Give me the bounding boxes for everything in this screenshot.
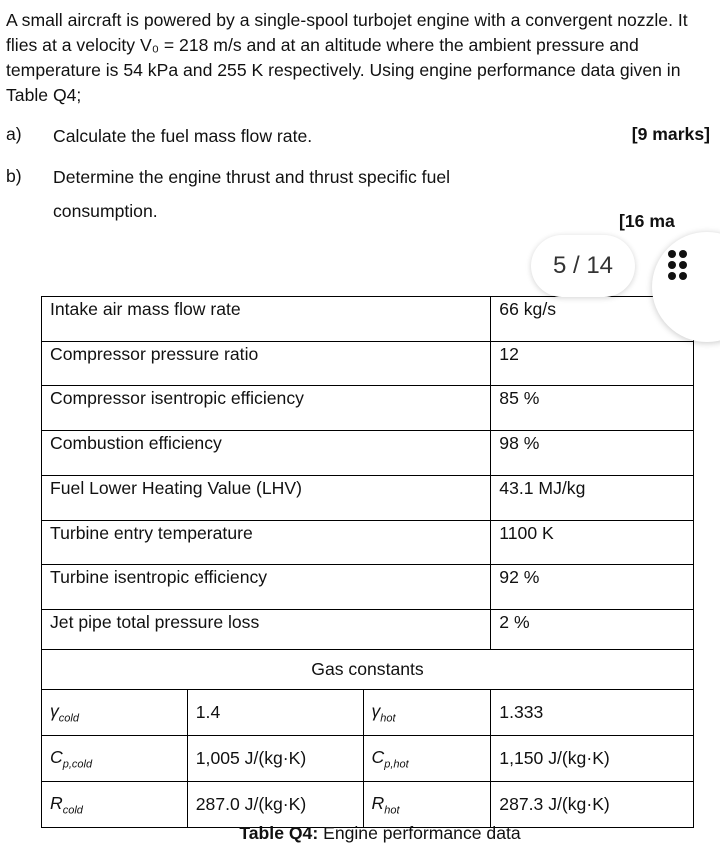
symbol-subscript: cold (58, 712, 79, 725)
parameter-label: Combustion efficiency (42, 431, 491, 476)
table-row (42, 521, 694, 565)
part-a-marks: [9 marks] (631, 124, 710, 144)
table-row (42, 476, 694, 521)
hot-symbol (363, 736, 491, 782)
parameter-value: 2 % (491, 610, 694, 650)
parameter-value: 66 kg/s (491, 297, 694, 342)
symbol-subscript: hot (380, 712, 396, 725)
cold-value: 1,005 J/(kg·K) (187, 736, 363, 782)
part-a-text: Calculate the fuel mass flow rate. (53, 126, 313, 146)
engine-performance-table (41, 296, 694, 828)
more-options-icon (668, 250, 688, 280)
parameter-value: 43.1 MJ/kg (491, 476, 694, 521)
parameter-label: Fuel Lower Heating Value (LHV) (42, 476, 491, 521)
cold-symbol (42, 736, 188, 782)
table-caption-label: Table Q4: (239, 823, 319, 843)
cold-symbol (42, 782, 188, 828)
parameter-value: 92 % (491, 565, 694, 610)
part-a-letter: a) (6, 124, 22, 144)
hot-symbol (363, 782, 491, 828)
cold-value: 287.0 J/(kg·K) (187, 782, 363, 828)
gas-constant-row (42, 782, 694, 828)
part-b-marks: [16 ma (619, 211, 675, 231)
parameter-label: Compressor isentropic efficiency (42, 386, 491, 431)
table-row (42, 610, 694, 650)
parameter-label: Intake air mass flow rate (42, 297, 491, 342)
symbol-subscript: hot (384, 804, 400, 817)
parameter-value: 1100 K (491, 521, 694, 565)
page-indicator-label: 5 / 14 (552, 252, 614, 279)
part-b-text-line2: consumption. (53, 201, 158, 221)
parameter-label: Compressor pressure ratio (42, 342, 491, 386)
table-row (42, 431, 694, 476)
parameter-value: 98 % (491, 431, 694, 476)
symbol: R (371, 792, 385, 813)
gas-constant-row (42, 736, 694, 782)
symbol: γ (371, 700, 381, 721)
symbol-subscript: p,cold (62, 758, 93, 771)
parameter-value: 85 % (491, 386, 694, 431)
table-row (42, 565, 694, 610)
gas-constants-header-row (42, 650, 694, 690)
table-row (42, 386, 694, 431)
symbol: γ (50, 700, 59, 721)
table-row (42, 297, 694, 342)
hot-value: 1,150 J/(kg·K) (491, 736, 694, 782)
part-b-text-line1: Determine the engine thrust and thrust specific fuel (53, 167, 451, 187)
symbol: C (50, 746, 63, 767)
parameter-label: Turbine entry temperature (42, 521, 491, 565)
parameter-label: Jet pipe total pressure loss (42, 610, 491, 650)
symbol-subscript: cold (62, 804, 83, 817)
hot-value: 287.3 J/(kg·K) (491, 782, 694, 828)
gas-constants-header: Gas constants (42, 650, 694, 690)
page-indicator[interactable] (531, 235, 635, 297)
parameter-label: Turbine isentropic efficiency (42, 565, 491, 610)
hot-symbol (363, 690, 491, 736)
symbol: R (50, 792, 63, 813)
symbol: C (371, 746, 385, 767)
parameter-value: 12 (491, 342, 694, 386)
symbol-subscript: p,hot (384, 758, 409, 771)
cold-symbol (42, 690, 188, 736)
question-intro: A small aircraft is powered by a single-spool turbojet engine with a convergent nozzle. It flies at a velocity V₀ = 218 m/s and at an altitude where the ambient pressure and temperature is 54 kPa and 255 K respectively. Using engine performance data given in Table Q4; (6, 10, 688, 105)
part-b-letter: b) (6, 166, 22, 186)
table-row (42, 342, 694, 386)
gas-constant-row (42, 690, 694, 736)
table-caption-text: Engine performance data (318, 823, 521, 843)
table-caption (0, 823, 720, 844)
hot-value: 1.333 (491, 690, 694, 736)
cold-value: 1.4 (187, 690, 363, 736)
